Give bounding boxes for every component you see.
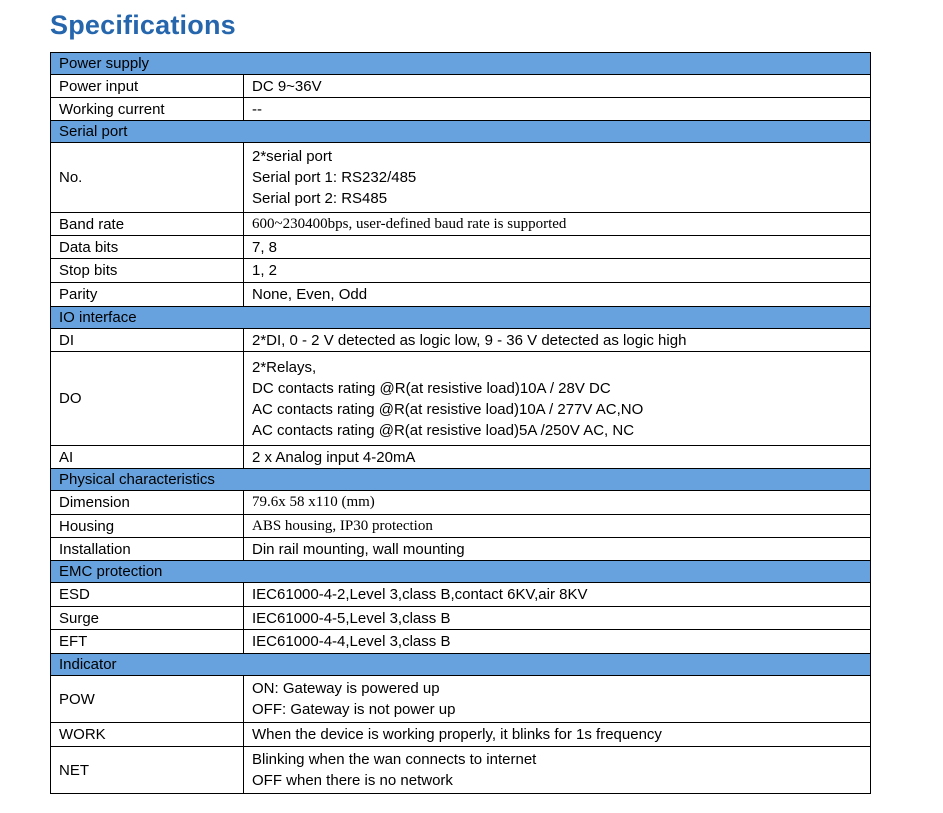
spec-value-line: 2*serial port bbox=[252, 148, 333, 165]
section-title: Indicator bbox=[51, 654, 871, 676]
spec-label: Band rate bbox=[51, 213, 244, 236]
spec-row bbox=[51, 352, 871, 446]
spec-value-line: 1, 2 bbox=[252, 262, 278, 279]
spec-value-line: 2*Relays, bbox=[252, 358, 317, 376]
spec-label: WORK bbox=[51, 723, 244, 747]
section-header bbox=[51, 654, 871, 676]
section-header bbox=[51, 53, 871, 75]
spec-label: DO bbox=[51, 352, 244, 446]
spec-label: Parity bbox=[51, 283, 244, 307]
spec-label: Installation bbox=[51, 538, 244, 561]
spec-value bbox=[244, 607, 871, 630]
spec-value-line: AC contacts rating @R(at resistive load)5A /250V AC, NC bbox=[252, 421, 635, 439]
spec-value bbox=[244, 329, 871, 352]
spec-value-line: 600~230400bps, user-defined baud rate is supported bbox=[252, 215, 567, 232]
spec-label: Housing bbox=[51, 515, 244, 538]
spec-value-line: OFF: Gateway is not power up bbox=[252, 701, 456, 718]
spec-value-line: -- bbox=[252, 100, 262, 118]
section-header bbox=[51, 307, 871, 329]
spec-row bbox=[51, 143, 871, 213]
spec-value-line: None, Even, Odd bbox=[252, 286, 368, 303]
spec-label: Dimension bbox=[51, 491, 244, 515]
spec-value-line: AC contacts rating @R(at resistive load)10A / 277V AC,NO bbox=[252, 400, 644, 418]
section-title: Serial port bbox=[51, 121, 871, 143]
spec-label: ESD bbox=[51, 583, 244, 607]
spec-row bbox=[51, 213, 871, 236]
spec-value bbox=[244, 98, 871, 121]
spec-value bbox=[244, 491, 871, 515]
section-header bbox=[51, 561, 871, 583]
spec-value-line: Din rail mounting, wall mounting bbox=[252, 540, 465, 558]
section-header bbox=[51, 469, 871, 491]
spec-value-line: 7, 8 bbox=[252, 238, 278, 256]
spec-row bbox=[51, 283, 871, 307]
spec-row bbox=[51, 607, 871, 630]
spec-value bbox=[244, 259, 871, 283]
spec-label: Data bits bbox=[51, 236, 244, 259]
section-title: IO interface bbox=[51, 307, 871, 329]
spec-value bbox=[244, 75, 871, 98]
spec-value bbox=[244, 352, 871, 446]
spec-label: POW bbox=[51, 676, 244, 723]
spec-value-line: 2*DI, 0 - 2 V detected as logic low, 9 - 36 V detected as logic high bbox=[252, 331, 687, 349]
spec-value-line: IEC61000-4-4,Level 3,class B bbox=[252, 633, 451, 650]
spec-value bbox=[244, 213, 871, 236]
spec-value bbox=[244, 676, 871, 723]
spec-value-line: DC contacts rating @R(at resistive load)10A / 28V DC bbox=[252, 379, 611, 397]
spec-label: No. bbox=[51, 143, 244, 213]
spec-value bbox=[244, 283, 871, 307]
spec-row bbox=[51, 630, 871, 654]
spec-row bbox=[51, 583, 871, 607]
spec-label: Surge bbox=[51, 607, 244, 630]
spec-row bbox=[51, 259, 871, 283]
page-title: Specifications bbox=[50, 10, 236, 40]
spec-value-line: OFF when there is no network bbox=[252, 772, 453, 789]
spec-value-line: IEC61000-4-2,Level 3,class B,contact 6KV,air 8KV bbox=[252, 586, 588, 603]
spec-label: AI bbox=[51, 446, 244, 469]
spec-label: Working current bbox=[51, 98, 244, 121]
specifications-table bbox=[50, 52, 871, 794]
spec-row bbox=[51, 538, 871, 561]
section-title: EMC protection bbox=[51, 561, 871, 583]
spec-value-line: ON: Gateway is powered up bbox=[252, 680, 440, 697]
spec-value-line: 79.6x 58 x110 (mm) bbox=[252, 494, 375, 510]
spec-row bbox=[51, 723, 871, 747]
spec-value bbox=[244, 515, 871, 538]
section-title: Power supply bbox=[51, 53, 871, 75]
section-header bbox=[51, 121, 871, 143]
spec-label: Stop bits bbox=[51, 259, 244, 283]
spec-value bbox=[244, 236, 871, 259]
spec-value bbox=[244, 583, 871, 607]
spec-value-line: DC 9~36V bbox=[252, 77, 322, 95]
spec-value bbox=[244, 747, 871, 794]
spec-row bbox=[51, 446, 871, 469]
spec-value-line: IEC61000-4-5,Level 3,class B bbox=[252, 609, 451, 627]
spec-value-line: When the device is working properly, it blinks for 1s frequency bbox=[252, 726, 662, 743]
spec-value bbox=[244, 538, 871, 561]
spec-label: Power input bbox=[51, 75, 244, 98]
spec-row bbox=[51, 515, 871, 538]
spec-row bbox=[51, 747, 871, 794]
spec-value-line: Serial port 2: RS485 bbox=[252, 190, 388, 207]
spec-value-line: Blinking when the wan connects to internet bbox=[252, 751, 537, 768]
spec-value-line: 2 x Analog input 4-20mA bbox=[252, 448, 416, 466]
spec-row bbox=[51, 75, 871, 98]
spec-value bbox=[244, 630, 871, 654]
spec-label: DI bbox=[51, 329, 244, 352]
spec-row bbox=[51, 491, 871, 515]
spec-row bbox=[51, 329, 871, 352]
spec-value bbox=[244, 143, 871, 213]
spec-value-line: Serial port 1: RS232/485 bbox=[252, 169, 417, 186]
spec-row bbox=[51, 676, 871, 723]
spec-label: EFT bbox=[51, 630, 244, 654]
spec-row bbox=[51, 236, 871, 259]
spec-value-line: ABS housing, IP30 protection bbox=[252, 517, 433, 534]
spec-row bbox=[51, 98, 871, 121]
spec-value bbox=[244, 446, 871, 469]
spec-label: NET bbox=[51, 747, 244, 794]
section-title: Physical characteristics bbox=[51, 469, 871, 491]
spec-value bbox=[244, 723, 871, 747]
